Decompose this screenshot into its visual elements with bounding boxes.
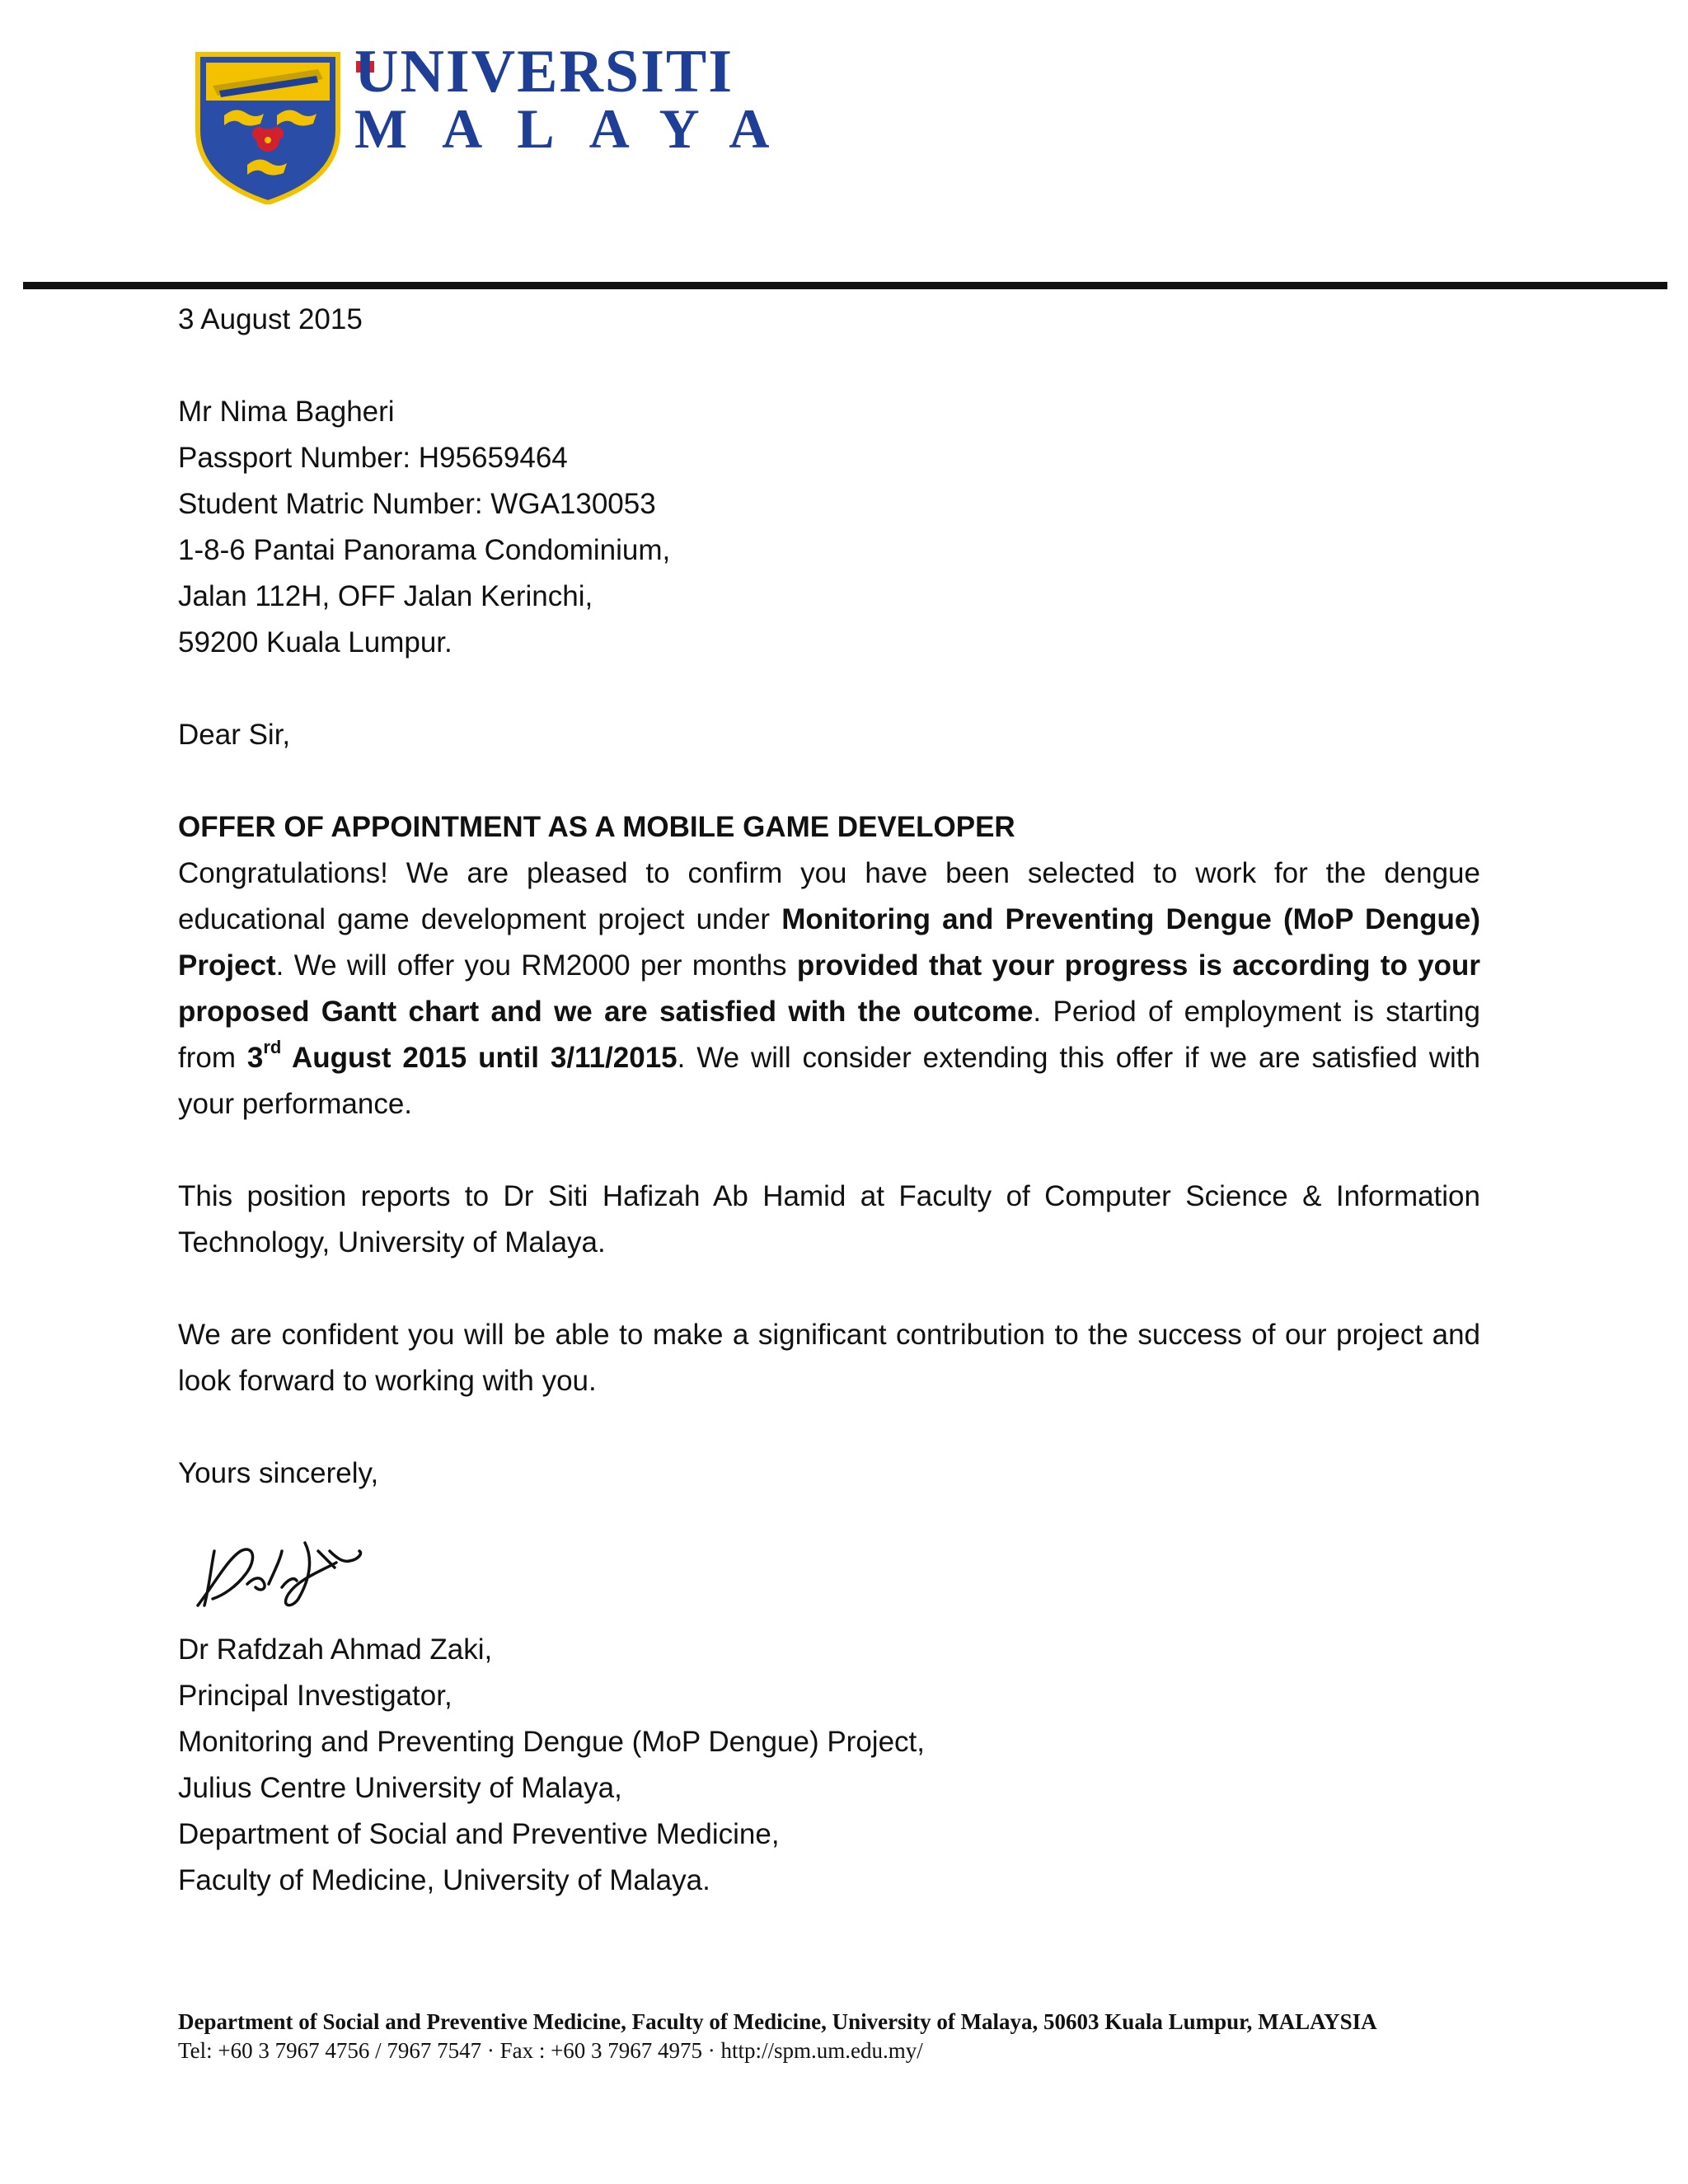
- paragraph-confidence: We are confident you will be able to make a significant contribution to the success of our project and look forward to working with you.: [178, 1319, 1480, 1397]
- handwritten-signature: [190, 1526, 404, 1617]
- logo-wordmark-universiti: UNIVERSITI: [354, 38, 734, 105]
- footer-contact: Tel: +60 3 7967 4756 / 7967 7547 · Fax : +60 3 7967 4975 · http://spm.um.edu.my/: [178, 2038, 923, 2063]
- logo-wordmark-malaya: MALAYA: [354, 97, 804, 160]
- signatory-project: Monitoring and Preventing Dengue (MoP Dengue) Project,: [178, 1726, 925, 1758]
- letter-date: 3 August 2015: [178, 303, 363, 335]
- signatory-faculty: Faculty of Medicine, University of Malaya.: [178, 1864, 710, 1896]
- recipient-address-line: 59200 Kuala Lumpur.: [178, 626, 452, 658]
- closing-phrase: Yours sincerely,: [178, 1457, 379, 1489]
- paragraph-offer: Congratulations! We are pleased to confirm you have been selected to work for the dengue educational game development project under Monitoring and Preventing Dengue (MoP Dengue) Project. We will offer you RM2000 per months provided that your progress is according to your proposed Gantt chart and we are satisfied with the outcome. Period of employment is starting from 3rd August 2015 until 3/11/2015. We will consider extending this offer if we are satisfied with your performance.: [178, 857, 1480, 1120]
- recipient-address-line: Jalan 112H, OFF Jalan Kerinchi,: [178, 580, 593, 612]
- recipient-matric: Student Matric Number: WGA130053: [178, 488, 656, 520]
- signatory-name: Dr Rafdzah Ahmad Zaki,: [178, 1633, 493, 1666]
- university-crest-icon: [195, 51, 341, 204]
- letter-footer: [178, 2009, 1480, 2064]
- recipient-name: Mr Nima Bagheri: [178, 396, 395, 428]
- subject-heading: OFFER OF APPOINTMENT AS A MOBILE GAME DEVELOPER: [178, 811, 1015, 843]
- signature-block: [178, 1627, 1480, 1904]
- salutation: Dear Sir,: [178, 719, 291, 751]
- letter-body: [178, 297, 1480, 1497]
- signatory-title: Principal Investigator,: [178, 1680, 452, 1712]
- recipient-passport: Passport Number: H95659464: [178, 442, 568, 474]
- signatory-centre: Julius Centre University of Malaya,: [178, 1772, 622, 1804]
- paragraph-reporting: This position reports to Dr Siti Hafizah Ab Hamid at Faculty of Computer Science & Information Technology, University of Malaya.: [178, 1180, 1480, 1258]
- footer-address: Department of Social and Preventive Medicine, Faculty of Medicine, University of Malaya, 50603 Kuala Lumpur, MALAYSIA: [178, 2009, 1377, 2034]
- header-divider: [23, 282, 1667, 289]
- letterhead: [0, 0, 1688, 297]
- recipient-address-line: 1-8-6 Pantai Panorama Condominium,: [178, 534, 671, 566]
- signatory-department: Department of Social and Preventive Medicine,: [178, 1818, 780, 1850]
